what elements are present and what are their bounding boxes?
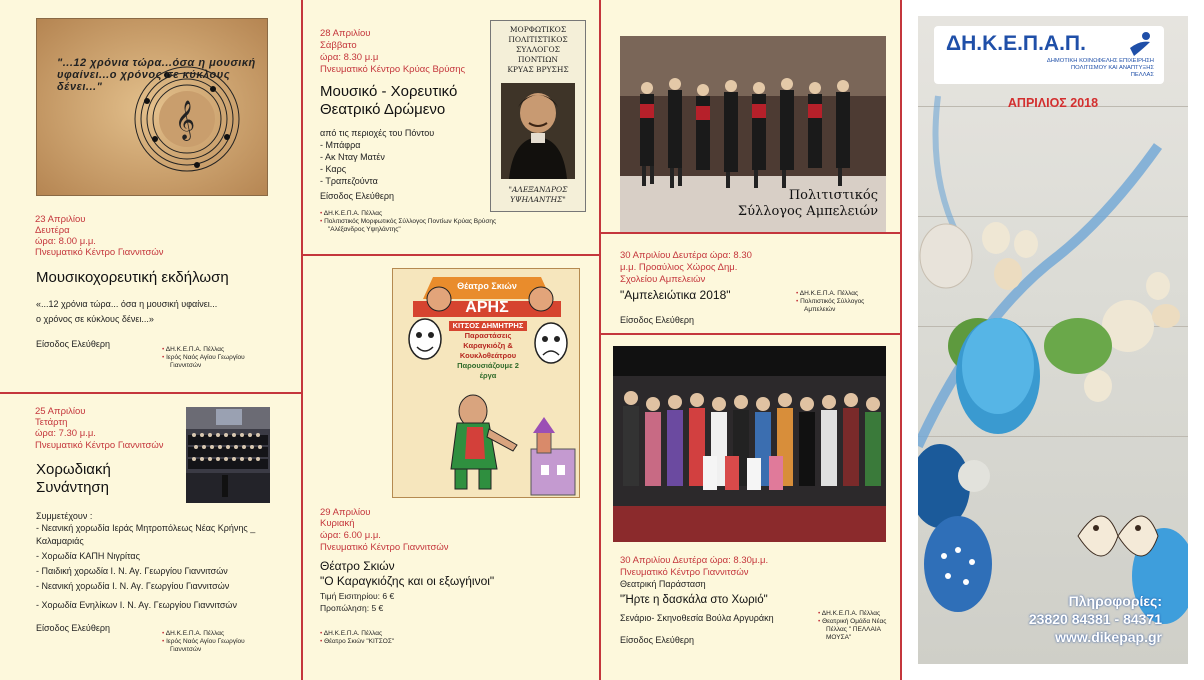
entry-note: Είσοδος Ελεύθερη	[320, 191, 394, 201]
divider	[301, 0, 303, 680]
entry-note: Είσοδος Ελεύθερη	[36, 623, 110, 633]
event-title-line2: Συνάντηση	[36, 479, 110, 496]
info-label: Πληροφορίες:	[1068, 593, 1162, 609]
entry-note: Είσοδος Ελεύθερη	[36, 339, 110, 349]
event-title-line2: "Ο Καραγκιόζης και οι εξωγήινοι"	[320, 574, 495, 588]
month-title: ΑΠΡΙΛΙΟΣ 2018	[1007, 96, 1099, 110]
participants-list	[36, 522, 296, 612]
list-item: - Ακ Νταγ Ματέν	[320, 152, 385, 162]
organizer-item: • ΔΗ.Κ.Ε.Π.Α. Πέλλας	[320, 630, 383, 637]
poster-ypsilantis	[490, 20, 586, 212]
event-title-line2: Θεατρικό Δρώμενο	[320, 101, 446, 118]
organizer-item: • ΔΗ.Κ.Ε.Π.Α. Πέλλας	[162, 630, 225, 637]
organizer-item: • ΔΗ.Κ.Ε.Π.Α. Πέλλας	[818, 610, 881, 617]
organizer-item: • Θέατρο Σκιών "ΚΙΤΣΟΣ"	[320, 638, 395, 645]
divider	[303, 254, 599, 256]
event-image-music	[36, 18, 268, 196]
ticket-price: Τιμή Εισιτηρίου: 6 €	[320, 591, 395, 601]
event-date: 25 Απριλίου	[35, 406, 86, 417]
entry-note: Είσοδος Ελεύθερη	[620, 315, 694, 325]
website-link[interactable]: www.dikepap.gr	[1055, 629, 1162, 645]
theatre-group-illustration	[613, 346, 886, 542]
poster-title: Θέατρο Σκιών	[457, 281, 517, 291]
event-title: "Ήρτε η δασκάλα στο Χωριό"	[620, 594, 768, 606]
participants-label: Συμμετέχουν :	[36, 511, 93, 521]
event-day: Σάββατο	[320, 40, 357, 51]
poster-name: "ΑΛΕΞΑΝΔΡΟΣ ΥΨΗΛΑΝΤΗΣ"	[508, 185, 568, 204]
organizer-item: • Ιερός Ναός Αγίου Γεωργίου Γιαννιτσών	[162, 638, 245, 653]
organizers-list	[796, 290, 896, 314]
event-title-line1: Θέατρο Σκιών	[320, 559, 395, 573]
event-date: 29 Απριλίου	[320, 507, 371, 518]
choir-illustration	[186, 407, 270, 503]
organizer-item: • ΔΗ.Κ.Ε.Π.Α. Πέλλας	[320, 210, 383, 217]
event-title-line1: Χορωδιακή	[36, 461, 111, 478]
organizer-item: • Ιερός Ναός Αγίου Γεωργίου Γιαννιτσών	[162, 354, 245, 369]
event-venue: Πνευματικό Κέντρο Γιαννιτσών	[320, 542, 449, 553]
list-item: - Χορωδία ΚΑΠΗ Νιγρίτας	[36, 551, 140, 561]
event-day: Τετάρτη	[35, 417, 68, 428]
entry-note: Είσοδος Ελεύθερη	[620, 635, 694, 645]
event-day: Κυριακή	[320, 518, 355, 529]
event-time: ώρα: 6.00 μ.μ.	[320, 530, 381, 541]
event-venue: Πνευματικό Κέντρο Γιαννιτσών	[35, 247, 164, 258]
list-item: - Τραπεζούντα	[320, 176, 378, 186]
organizers-list	[162, 346, 274, 370]
logo-figure-icon	[1126, 30, 1156, 60]
photo-caption: Πολιτιστικός Σύλλογος Αμπελειών	[737, 188, 878, 219]
divider	[601, 333, 900, 335]
event-date: 23 Απριλίου	[35, 214, 86, 225]
logo-text: ΔΗ.Κ.Ε.Π.Α.Π.	[946, 32, 1086, 55]
poster-karagiozis	[392, 268, 580, 498]
list-item: - Χορωδία Ενηλίκων Ι. Ν. Αγ. Γεωργίου Γιαννιτσών	[36, 600, 237, 610]
organizer-item: • Θεατρική Ομάδα Νέας Πέλλας " ΠΕΛΛΑΙΑ ΜΟΥΣΑ"	[818, 618, 887, 641]
event-time: ώρα: 8.30 μ.μ	[320, 52, 379, 63]
event-credits: Σενάριο- Σκηνοθεσία Βούλα Αργυράκη	[620, 613, 774, 623]
list-item: - Καρς	[320, 164, 347, 174]
dance-group-photo	[620, 36, 886, 232]
event-venue: Πνευματικό Κέντρο Κρύας Βρύσης	[320, 64, 466, 75]
event-title: Μουσικοχορευτική εκδήλωση	[36, 269, 229, 286]
image-quote-text: "...12 χρόνια τώρα...όσα η μουσική υφαίνει...ο χρόνος σε κύκλους δένει..."	[57, 57, 256, 93]
event-venue: Πνευματικό Κέντρο Γιαννιτσών	[35, 440, 164, 451]
event-quote-line1: «...12 χρόνια τώρα... όσα η μουσική υφαίνει...	[36, 299, 218, 309]
staff-circle-illustration	[37, 19, 268, 196]
event-time: ώρα: 7.30 μ.μ.	[35, 428, 96, 439]
organizer-item: • ΔΗ.Κ.Ε.Π.Α. Πέλλας	[162, 346, 225, 353]
list-item: - Παιδική χορωδία Ι. Ν. Αγ. Γεωργίου Γιαννιτσών	[36, 566, 228, 576]
poster-brand: ΑΡΗΣ	[465, 299, 509, 316]
event-quote-line2: ο χρόνος σε κύκλους δένει...»	[36, 314, 154, 324]
poster-heading: ΜΟΡΦΩΤΙΚΟΣ ΠΟΛΙΤΙΣΤΙΚΟΣ ΣΥΛΛΟΓΟΣ ΠΟΝΤΙΩΝ ΚΡΥΑΣ ΒΡΥΣΗΣ	[507, 25, 569, 74]
event-venue: Πνευματικό Κέντρο Γιαννιτσών	[620, 567, 749, 578]
organizer-item: • Πολιτιστικός Μορφωτικός Σύλλογος Ποντίων Κρύας Βρύσης "Αλέξανδρος Υψηλάντης"	[320, 218, 497, 233]
event-date: 28 Απριλίου	[320, 28, 371, 39]
contact-info	[1029, 592, 1162, 646]
organizers-list	[162, 630, 274, 654]
event-venue-line1: μ.μ. Προαύλιος Χώρος Δημ.	[620, 262, 738, 273]
event-title: "Αμπελειώτικα 2018"	[620, 288, 731, 302]
divider	[601, 232, 900, 234]
portrait-illustration	[501, 83, 575, 179]
organizers-list	[818, 610, 896, 642]
organizers-list	[320, 210, 500, 234]
poster-subtitle: ΚΙΤΣΟΣ ΔΗΜΗΤΡΗΣ Παραστάσεις Καραγκιόζη & Κουκλοθεάτρου Παρουσιάζουμε 2 έργα	[449, 321, 527, 381]
phone-numbers: 23820 84381 - 84371	[1028, 611, 1162, 627]
cover-panel	[918, 16, 1188, 664]
presale-price: Προπώληση: 5 €	[320, 603, 384, 613]
event-title-line1: Μουσικό - Χορευτικό	[320, 83, 458, 100]
logo-box	[934, 26, 1164, 84]
regions-list	[320, 139, 385, 187]
choir-photo	[186, 407, 270, 503]
organizer-item: • ΔΗ.Κ.Ε.Π.Α. Πέλλας	[796, 290, 859, 297]
divider	[599, 0, 601, 680]
event-date: 30 Απριλίου Δευτέρα ώρα: 8.30μ.μ.	[620, 555, 769, 566]
easter-eggs-illustration	[918, 16, 1188, 664]
organizers-list	[320, 630, 500, 646]
event-date: 30 Απριλίου Δευτέρα ώρα: 8.30	[620, 250, 752, 261]
divider	[0, 392, 301, 394]
list-item: - Νεανική χορωδία Ι. Ν. Αγ. Γεωργίου Γιαννιτσών	[36, 581, 230, 591]
svg-text:𝄞: 𝄞	[175, 100, 196, 140]
divider	[900, 0, 902, 680]
regions-label: από τις περιοχές του Πόντου	[320, 128, 435, 138]
organizer-item: • Πολιτιστικός Σύλλογος Αμπελειών	[796, 298, 865, 313]
event-time: ώρα: 8.00 μ.μ.	[35, 236, 96, 247]
logo-subtitle: ΔΗΜΟΤΙΚΗ ΚΟΙΝΩΦΕΛΗΣ ΕΠΙΧΕΙΡΗΣΗ ΠΟΛΙΤΙΣΜΟΥ ΚΑΙ ΑΝΑΠΤΥΞΗΣ ΠΕΛΛΑΣ	[1046, 58, 1154, 78]
event-type: Θεατρική Παράσταση	[620, 579, 706, 589]
list-item: - Νεανική χορωδία Ιεράς Μητροπόλεως Νέας Κρήνης _ Καλαμαριάς	[36, 523, 256, 546]
list-item: - Μπάφρα	[320, 140, 361, 150]
theatre-group-photo	[613, 346, 886, 542]
event-venue-line2: Σχολείου Αμπελειών	[620, 274, 706, 285]
event-day: Δευτέρα	[35, 225, 70, 236]
